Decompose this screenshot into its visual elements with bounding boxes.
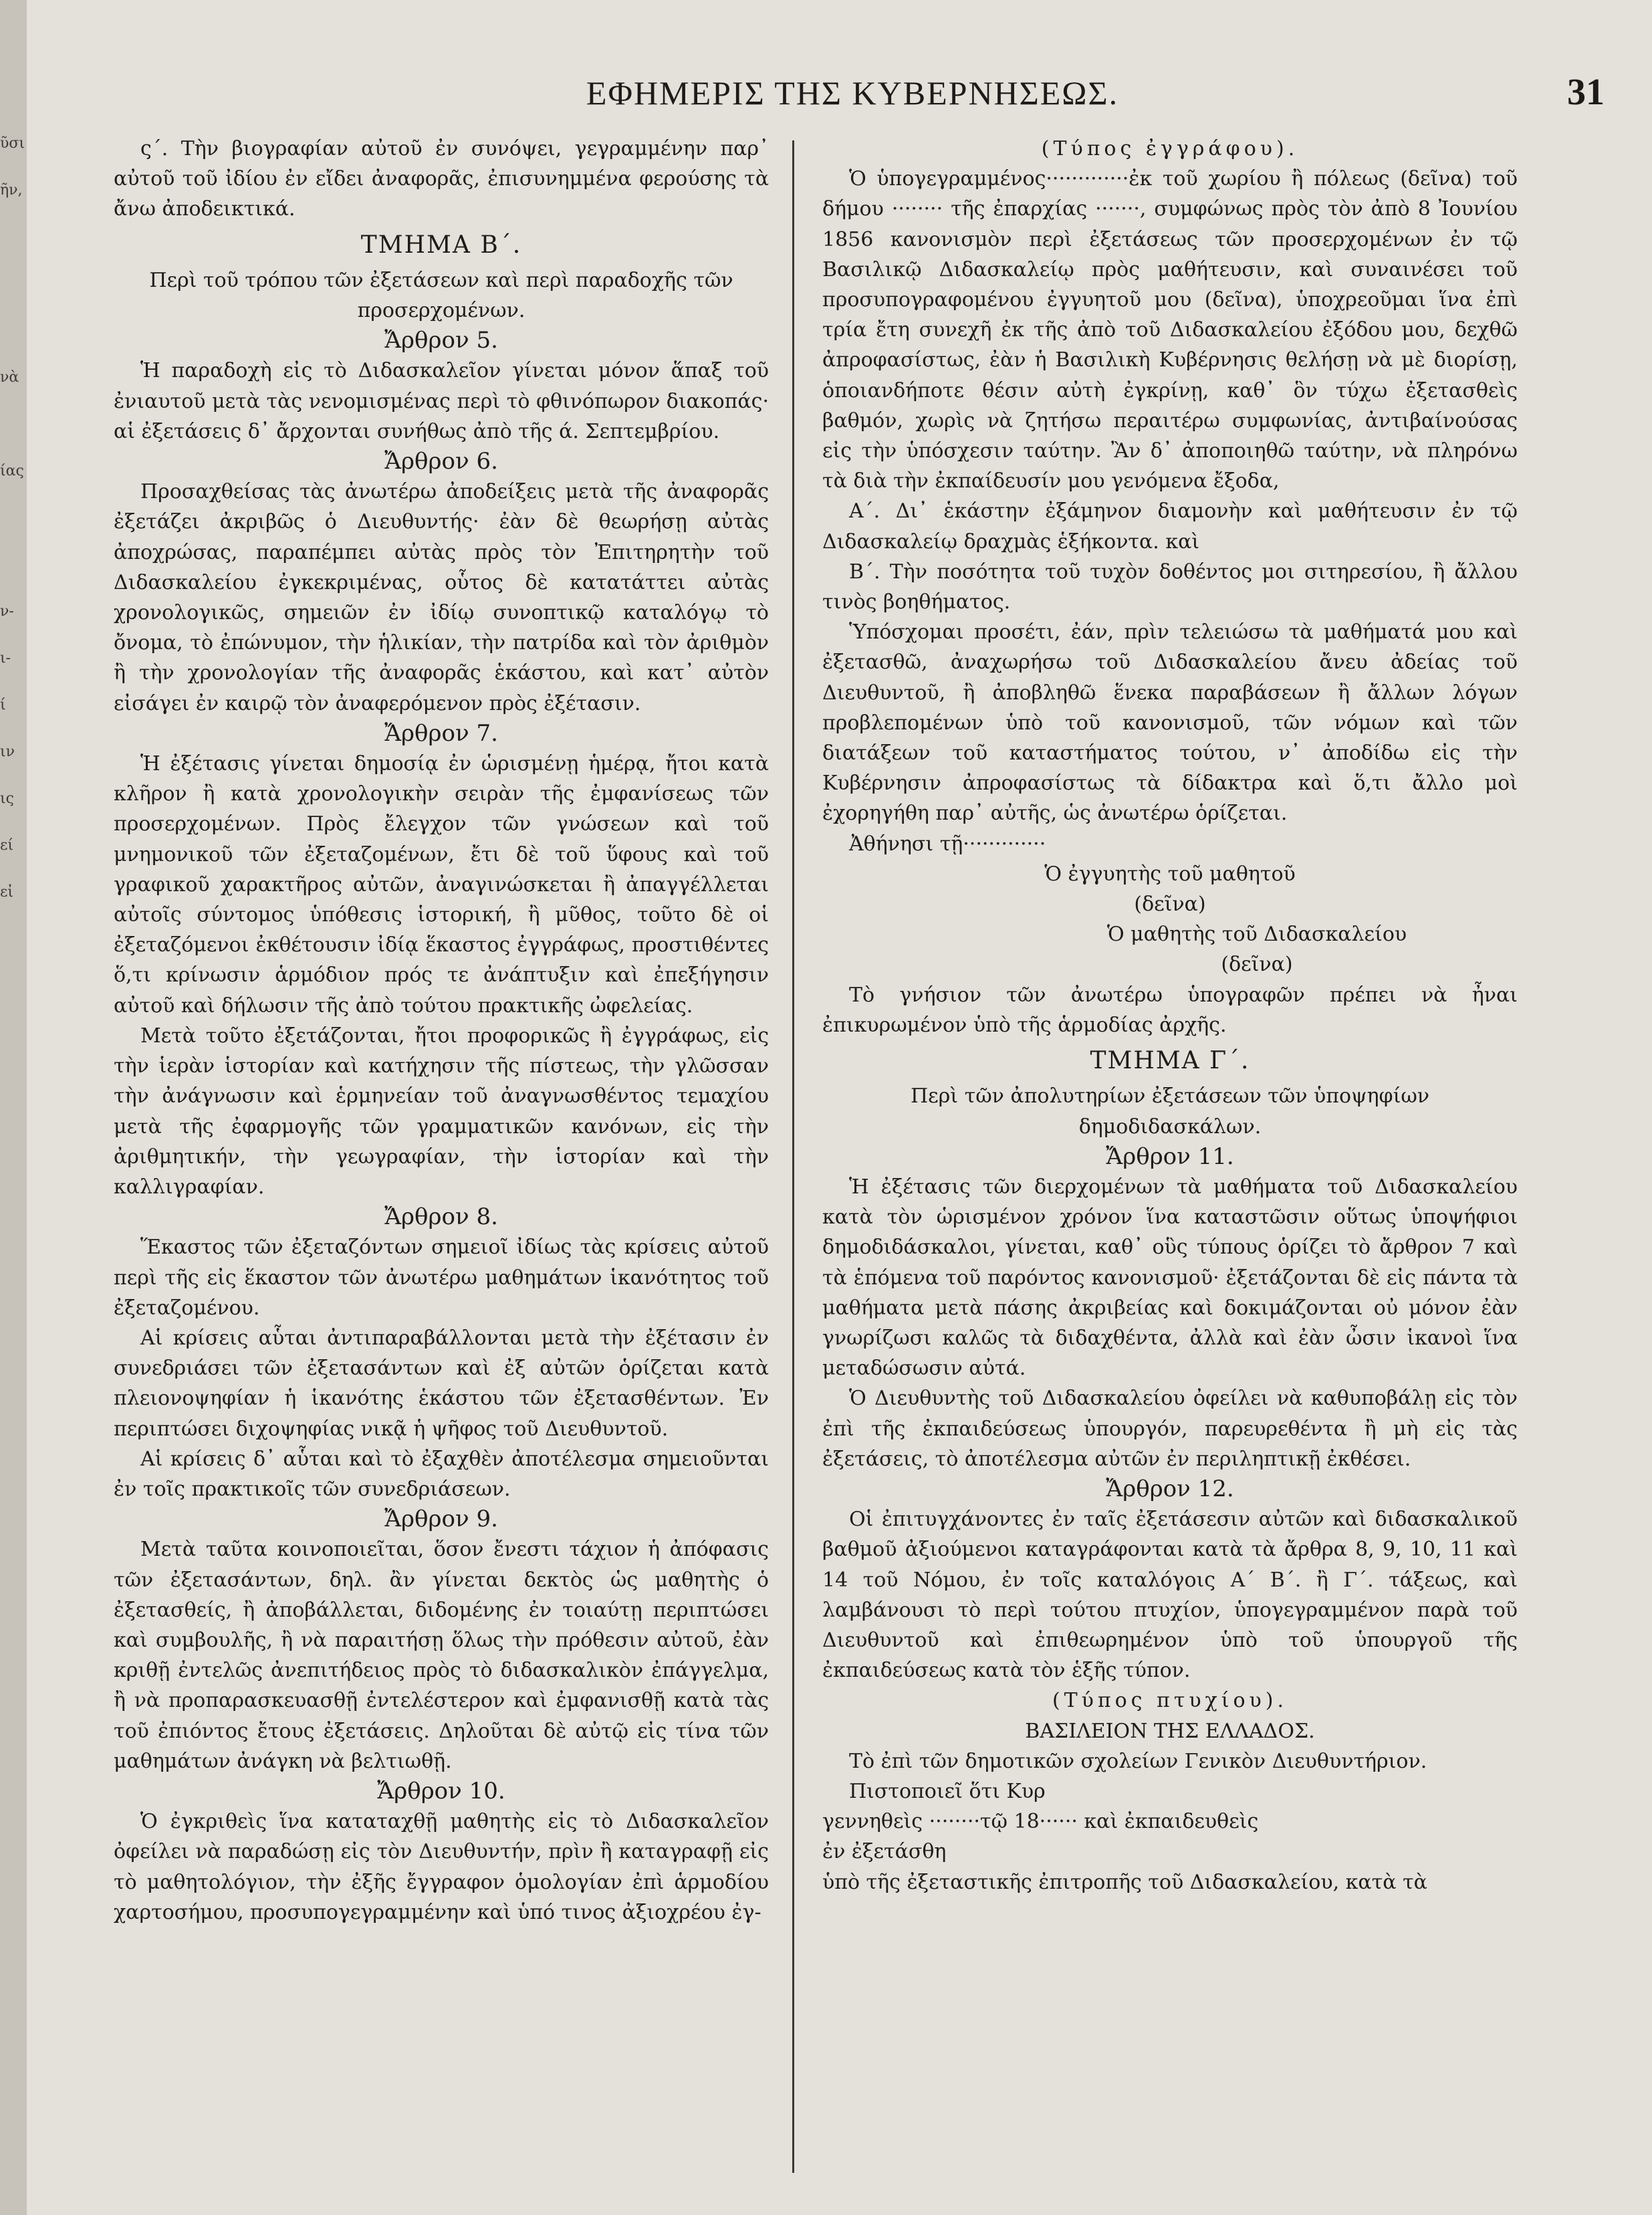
article-heading: Ἄρθρον 5. <box>384 327 498 354</box>
form-title: (Τύπος πτυχίου). <box>1052 1689 1288 1713</box>
gutter-fragment <box>0 401 27 448</box>
article-heading: Ἄρθρον 9. <box>384 1506 498 1533</box>
paragraph: Προσαχθείσας τὰς ἀνωτέρω ἀποδείξεις μετὰ τῆς ἀναφορᾶς ἐξετάζει ἀκριβῶς ὁ Διευθυντής· ἐὰν δὲ θεωρήσῃ αὐτὰς ἀποχρώσας, παραπέμπει αὐτὰς πρὸς τὸν Ἐπιτηρητὴν τοῦ Διδασκαλείου ἐγκεκριμένας, οὗτος δὲ κατατάττει αὐτὰς χρονολογικῶς, σημειῶν ἐν ἰδίῳ συνοπτικῷ καταλόγῳ τὸ ὄνομα, τὸ ἐπώνυμον, τὴν ἡλικίαν, τὴν πατρίδα καὶ τὸν ἀριθμὸν ἢ τὴν χρονολογίαν τῆς ἀναφορᾶς ἑκάστου, καὶ κατ᾽ αὐτὸν εἰσάγει ἐν καιρῷ τὸν ἀναφερόμενον πρὸς ἐξέτασιν. <box>114 480 769 715</box>
student-name: (δεῖνα) <box>1221 953 1293 977</box>
gutter-fragment: εἰ <box>0 884 14 901</box>
article-heading: Ἄρθρον 12. <box>1106 1475 1234 1502</box>
gutter-fragment: νὰ <box>0 369 19 386</box>
gutter-fragment: ν- <box>0 603 14 620</box>
section-subtitle: Περὶ τῶν ἀπολυτηρίων ἐξετάσεων τῶν ὑποψηφίων δημοδιδασκάλων. <box>910 1084 1430 1139</box>
certificate-line: Πιστοποιεῖ ὅτι Κυρ <box>849 1779 1046 1803</box>
section-heading: ΤΜΗΜΑ Β΄. <box>360 231 522 259</box>
gutter-fragment: ῦσι <box>0 135 25 152</box>
paragraph: Ὁ ἐγκριθεὶς ἵνα καταταχθῇ μαθητὴς εἰς τὸ Διδασκαλεῖον ὀφείλει νὰ παραδώσῃ εἰς τὸν Διευθυντήν, πρὶν ἢ καταγραφῇ εἰς τὸ μαθητολόγιον, τὴν ἐξῆς ἔγγραφον ὁμολογίαν ἐπὶ ἁρμοδίου χαρτοσήμου, προσυπογεγραμμένην καὶ ὑπό τινος ἀξιοχρέου ἐγ- <box>114 1810 769 1924</box>
guarantor-signature: Ὁ ἐγγυητὴς τοῦ μαθητοῦ <box>1044 862 1296 886</box>
column-divider <box>792 140 794 2173</box>
paragraph: Αἱ κρίσεις δ᾽ αὗται καὶ τὸ ἐξαχθὲν ἀποτέλεσμα σημειοῦνται ἐν τοῖς πρακτικοῖς τῶν συνεδριάσεων. <box>114 1447 769 1501</box>
paragraph: Μετὰ ταῦτα κοινοποιεῖται, ὅσον ἔνεστι τάχιον ἡ ἀπόφασις τῶν ἐξετασάντων, δηλ. ἂν γίνεται δεκτὸς ὡς μαθητὴς ὁ ἐξετασθείς, ἢ ἀποβάλλεται, διδομένης ἐν τοιαύτῃ περιπτώσει καὶ συμβουλῆς, ἢ νὰ παραιτήσῃ ὅλως τὴν πρόθεσιν αὐτοῦ, ἐὰν κριθῇ ἐντελῶς ἀνεπιτήδειος πρὸς τὸ διδασκαλικὸν ἐπάγγελμα, ἢ νὰ προπαρασκευασθῇ ἐντελέστερον καὶ ἐμφανισθῇ κατὰ τὰς τοῦ ἐπιόντος ἔτους ἐξετάσεις. Δηλοῦται δὲ αὐτῷ εἰς τίνα τῶν μαθημάτων ἀνάγκη νὰ βελτιωθῇ. <box>114 1538 769 1773</box>
paragraph: Ἡ παραδοχὴ εἰς τὸ Διδασκαλεῖον γίνεται μόνον ἅπαξ τοῦ ἐνιαυτοῦ μετὰ τὰς νενομισμένας περὶ τὸ φθινόπωρον διακοπάς· αἱ ἐξετάσεις δ᾽ ἄρχονται συνήθως ἀπὸ τῆς ά. Σεπτεμβρίου. <box>114 359 769 443</box>
paragraph: Ὁ Διευθυντὴς τοῦ Διδασκαλείου ὀφείλει νὰ καθυποβάλῃ εἰς τὸν ἐπὶ τῆς ἐκπαιδεύσεως ὑπουργόν, παρευρεθέντα ἢ μὴ εἰς τὰς ἐξετάσεις, τὸ ἀποτέλεσμα αὐτῶν ἐν περιληπτικῇ ἐκθέσει. <box>822 1387 1518 1471</box>
gutter-fragment <box>0 214 27 261</box>
gutter-fragment: ί <box>0 697 6 713</box>
paragraph: Ἡ ἐξέτασις τῶν διερχομένων τὰ μαθήματα τοῦ Διδασκαλείου κατὰ τὸν ὡρισμένον χρόνον ἵνα καταστῶσιν οὕτως ὑποψήφιοι δημοδιδάσκαλοι, γίνεται, καθ᾽ οὓς τύπους ὁρίζει τὸ ἄρθρον 7 καὶ τὰ ἑπόμενα τοῦ παρόντος κανονισμοῦ· ἐξετάζονται δὲ εἰς πάντα τὰ μαθήματα μετὰ πάσης ἀκριβείας καὶ δοκιμάζονται οὐ μόνον ἐὰν γνωρίζωσι καλῶς τὰ διδαχθέντα, ἀλλὰ καὶ ἐὰν ὦσιν ἱκανοὶ ἵνα μεταδώσωσιν αὐτά. <box>822 1175 1518 1381</box>
article-heading: Ἄρθρον 6. <box>384 448 498 475</box>
paragraph: Β΄. Τὴν ποσότητα τοῦ τυχὸν δοθέντος μοι σιτηρεσίου, ἢ ἄλλου τινὸς βοηθήματος. <box>822 560 1518 614</box>
certificate-line: Τὸ ἐπὶ τῶν δημοτικῶν σχολείων Γενικὸν Διευθυντήριον. <box>849 1749 1427 1773</box>
student-signature: Ὁ μαθητὴς τοῦ Διδασκαλείου <box>1106 923 1407 947</box>
gutter-fragment: ῆν, <box>0 182 23 199</box>
gutter-fragment <box>0 495 27 542</box>
section-subtitle: Περὶ τοῦ τρόπου τῶν ἐξετάσεων καὶ περὶ παραδοχῆς τῶν προσερχομένων. <box>149 268 733 323</box>
section-heading: ΤΜΗΜΑ Γ΄. <box>1090 1047 1250 1075</box>
left-column <box>114 134 769 1928</box>
article-heading: Ἄρθρον 11. <box>1106 1143 1234 1170</box>
gutter-fragment: ι- <box>0 650 11 667</box>
article-heading: Ἄρθρον 10. <box>377 1777 505 1804</box>
article-heading: Ἄρθρον 7. <box>384 719 498 747</box>
gutter-fragment <box>0 261 27 308</box>
newspaper-title: ΕΦΗΜΕΡΙΣ ΤΗΣ ΚΥΒΕΡΝΗΣΕΩΣ. <box>586 74 1119 112</box>
article-heading: Ἄρθρον 8. <box>384 1203 498 1231</box>
adjacent-page-fragments <box>0 120 27 916</box>
paragraph: Τὸ γνήσιον τῶν ἀνωτέρω ὑπογραφῶν πρέπει νὰ ἦναι ἐπικυρωμένον ὑπὸ τῆς ἁρμοδίας ἀρχῆς. <box>822 983 1518 1037</box>
right-column <box>822 134 1518 1897</box>
form-title: (Τύπος ἐγγράφου). <box>1041 137 1299 160</box>
paragraph: Ἕκαστος τῶν ἐξεταζόντων σημειοῖ ἰδίως τὰς κρίσεις αὐτοῦ περὶ τῆς εἰς ἕκαστον τῶν ἀνωτέρω μαθημάτων ἱκανότητος τοῦ ἐξεταζομένου. <box>114 1236 769 1320</box>
kingdom-heading: ΒΑΣΙΛΕΙΟΝ ΤΗΣ ΕΛΛΑΔΟΣ. <box>1025 1719 1315 1743</box>
page-header <box>100 74 1605 120</box>
page-number: 31 <box>1567 72 1605 113</box>
certificate-line: γεννηθεὶς ········τῷ 18······ καὶ ἐκπαιδευθεὶς <box>822 1810 1259 1834</box>
gutter-fragment: ίας <box>0 463 24 479</box>
certificate-line: ὑπὸ τῆς ἐξεταστικῆς ἐπιτροπῆς τοῦ Διδασκαλείου, κατὰ τὰ <box>822 1870 1427 1894</box>
paragraph: Αἱ κρίσεις αὗται ἀντιπαραβάλλονται μετὰ τὴν ἐξέτασιν ἐν συνεδριάσει τῶν ἐξετασάντων καὶ ἐξ αὐτῶν ὁρίζεται κατὰ πλειονοψηφίαν ἡ ἱκανότης ἑκάστου τῶν ἐξετασθέντων. Ἐν περιπτώσει διχοψηφίας νικᾷ ἡ ψῆφος τοῦ Διευθυντοῦ. <box>114 1326 769 1441</box>
paragraph: Οἱ ἐπιτυγχάνοντες ἐν ταῖς ἐξετάσεσιν αὐτῶν καὶ διδασκαλικοῦ βαθμοῦ ἀξιούμενοι καταγράφονται κατὰ τὰ ἄρθρα 8, 9, 10, 11 καὶ 14 τοῦ Νόμου, ἐν τοῖς καταλόγοις Α΄ Β΄. ἢ Γ΄. τάξεως, καὶ λαμβάνουσι τὸ περὶ τούτου πτυχίον, ὑπογεγραμμένον παρὰ τοῦ Διευθυντοῦ καὶ ἐπιθεωρημένον ὑπὸ τοῦ ὑπουργοῦ τῆς ἐκπαιδεύσεως κατὰ τὸν ἑξῆς τύπον. <box>822 1508 1518 1683</box>
paragraph: ς΄. Τὴν βιογραφίαν αὐτοῦ ἐν συνόψει, γεγραμμένην παρ᾽ αὐτοῦ τοῦ ἰδίου ἐν εἴδει ἀναφορᾶς, ἐπισυνημμένα φερούσης τὰ ἄνω ἀποδεικτικά. <box>114 137 769 221</box>
gutter-fragment: ιν <box>0 743 15 760</box>
paragraph: Α΄. Δι᾽ ἑκάστην ἐξάμηνον διαμονὴν καὶ μαθήτευσιν ἐν τῷ Διδασκαλείῳ δραχμὰς ἑξήκοντα. καὶ <box>822 499 1518 554</box>
gutter-fragment <box>0 542 27 588</box>
guarantor-name: (δεῖνα) <box>1134 893 1206 917</box>
gutter-fragment: ις <box>0 790 14 807</box>
paragraph: Ὑπόσχομαι προσέτι, ἐάν, πρὶν τελειώσω τὰ μαθήματά μου καὶ ἐξετασθῶ, ἀναχωρήσω τοῦ Διδασκαλείου ἄνευ ἀδείας τοῦ Διευθυντοῦ, ἢ ἀποβληθῶ ἕνεκα παραβάσεων ἢ ἄλλων λόγων προβλεπομένων ὑπὸ τοῦ κανονισμοῦ, τῶν νόμων καὶ τῶν διατάξεων τοῦ καταστήματος τούτου, ν᾽ ἀποδίδω εἰς τὴν Κυβέρνησιν ἀπροφασίστως τὰ δίδακτρα καὶ ὅ,τι ἄλλο μοὶ ἐχορηγήθη παρ᾽ αὐτῆς, ὡς ἀνωτέρω ὁρίζεται. <box>822 620 1518 826</box>
paragraph: Μετὰ τοῦτο ἐξετάζονται, ἤτοι προφορικῶς ἢ ἐγγράφως, εἰς τὴν ἱερὰν ἱστορίαν καὶ κατήχησιν τῆς πίστεως, τὴν γλῶσσαν τὴν ἀνάγνωσιν καὶ ἑρμηνείαν τοῦ ἀναγνωσθέντος τεμαχίου μετὰ τῆς ἐφαρμογῆς τῶν γραμματικῶν κανόνων, εἰς τὴν ἀριθμητικήν, τὴν γεωγραφίαν, τὴν ἱστορίαν καὶ τὴν καλλιγραφίαν. <box>114 1024 769 1199</box>
gutter-fragment <box>0 308 27 354</box>
certificate-line: ἐν ἐξετάσθη <box>822 1840 947 1864</box>
place-date-line: Ἀθήνησι τῇ············· <box>849 832 1046 856</box>
paragraph: Ὁ ὑπογεγραμμένος·············ἐκ τοῦ χωρίου ἢ πόλεως (δεῖνα) τοῦ δήμου ········ τῆς ἐπαρχίας ·······, συμφώνως πρὸς τὸν ἀπὸ 8 Ἰουνίου 1856 κανονισμὸν περὶ ἐξετάσεως τῶν προσερχομένων ἐν τῷ Βασιλικῷ Διδασκαλείῳ πρὸς μαθήτευσιν, καὶ συναινέσει τοῦ προσυπογραφομένου ἐγγυητοῦ μου (δεῖνα), ὑποχρεοῦμαι ἵνα ἐπὶ τρία ἔτη συνεχῆ ἐκ τῆς ἀπὸ τοῦ Διδασκαλείου ἐξόδου μου, δεχθῶ ἀπροφασίστως, ἐὰν ἡ Βασιλικὴ Κυβέρνησις θελήσῃ νὰ μὲ διορίσῃ, ὁποιανδήποτε θέσιν αὐτὴ ἐγκρίνῃ, καθ᾽ ὃν τύχω ἐξετασθεὶς βαθμόν, χωρὶς νὰ ζητήσω περαιτέρω συμφωνίας, ἀντιβαίνούσας εἰς τὴν ὑπόσχεσιν ταύτην. Ἂν δ᾽ ἀποποιηθῶ ταύτην, νὰ πληρόνω τὰ διὰ τὴν ἐκπαίδευσίν μου γενόμενα ἔξοδα, <box>822 167 1518 493</box>
gutter-fragment: εί <box>0 837 14 854</box>
paragraph: Ἡ ἐξέτασις γίνεται δημοσίᾳ ἐν ὡρισμένῃ ἡμέρᾳ, ἤτοι κατὰ κλῆρον ἢ κατὰ χρονολογικὴν σειρὰν τῆς ἐμφανίσεως τῶν προσερχομένων. Πρὸς ἔλεγχον τῶν γνώσεων καὶ τοῦ μνημονικοῦ τῶν ἐξεταζομένων, ἔτι δὲ τοῦ ὕφους καὶ τοῦ γραφικοῦ χαρακτῆρος αὐτῶν, ἀναγινώσκεται ἢ ἀπαγγέλλεται αὐτοῖς σύντομος ὑπόθεσις ἱστορική, ἢ μῦθος, τοῦτο δὲ οἱ ἐξεταζόμενοι ἐκθέτουσιν ἰδίᾳ ἕκαστος ἐγγράφως, προστιθέντες ὅ,τι κρίνωσιν ἁρμόδιον πρός τε ἀνάπτυξιν καὶ ἐπεξήγησιν αὐτοῦ καὶ δήλωσιν τῆς ἀπὸ τούτου πρακτικῆς ὠφελείας. <box>114 752 769 1018</box>
